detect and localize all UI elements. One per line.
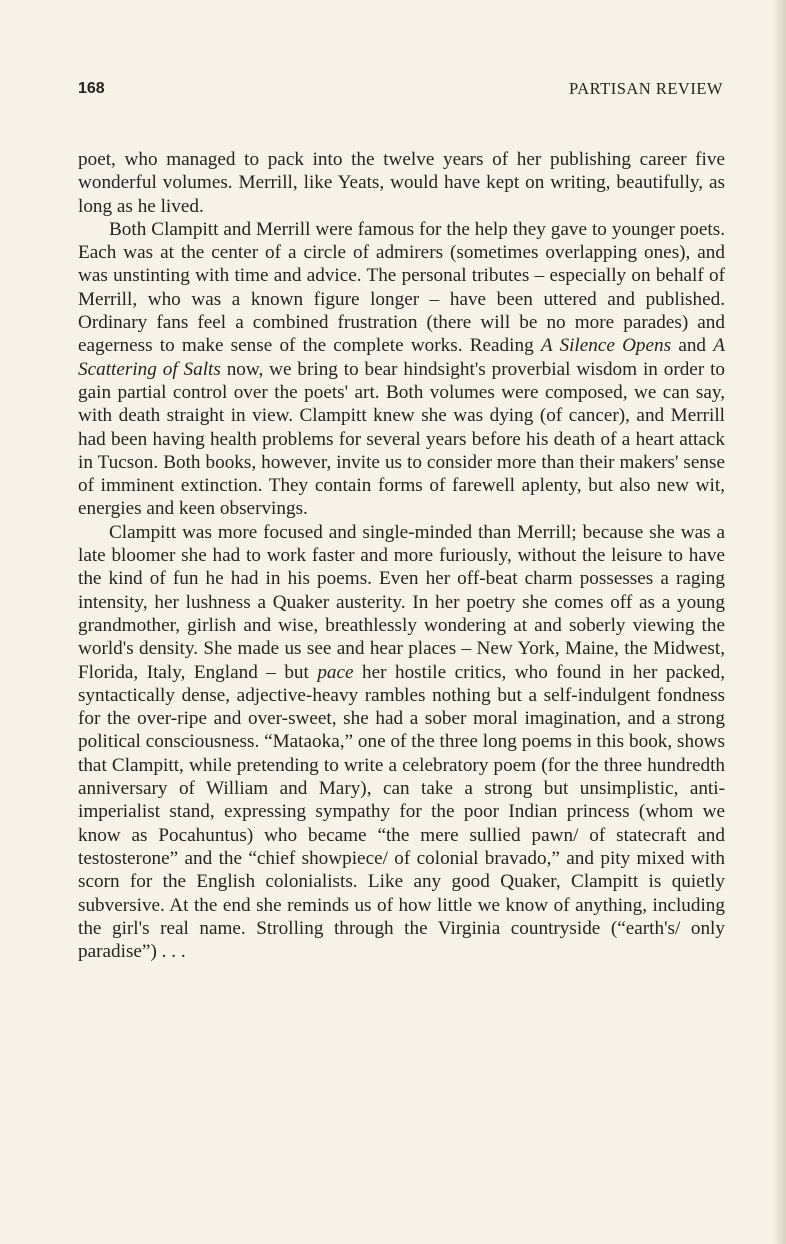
italic-title: pace <box>317 661 354 683</box>
page-header <box>78 78 723 100</box>
paragraph-text: now, we bring to bear hindsight's proverbial wisdom in order to gain partial control over the poets' art. Both volumes were composed, we can say, with death straight in view. Clampitt knew she was dying (of cancer), and Merrill had been having health problems for several years before his death of a heart attack in Tucson. Both books, however, invite us to consider more than their makers' sense of imminent extinction. They contain forms of farewell aplenty, but also new wit, energies and keen observings. <box>78 358 725 520</box>
body-paragraph <box>78 218 725 521</box>
paragraph-text: Both Clampitt and Merrill were famous for the help they gave to younger poets. Each was at the center of a circle of admirers (sometimes overlapping ones), and was unstinting with time and advice. The personal tributes – especially on behalf of Merrill, who was a known figure longer – have been uttered and published. Ordinary fans feel a combined frustration (there will be no more parades) and eagerness to make sense of the complete works. Reading <box>78 218 725 357</box>
paragraph-text: poet, who managed to pack into the twelve years of her publishing career five wonderful volumes. Merrill, like Yeats, would have kept on writing, beautifully, as long as he lived. <box>78 149 725 217</box>
paragraph-text: her hostile critics, who found in her packed, syntactically dense, adjective-heavy rambles nothing but a self-indulgent fondness for the over-ripe and over-sweet, she had a sober moral imagination, and a strong political consciousness. “Mataoka,” one of the three long poems in this book, shows that Clampitt, while pretending to write a celebratory poem (for the three hundredth anniversary of William and Mary), can take a strong but unsimplistic, anti-imperialist stand, expressing sympathy for the poor Indian princess (whom we know as Pocahuntus) who became “the mere sullied pawn/ of statecraft and testosterone” and the “chief showpiece/ of colonial bravado,” and pity mixed with scorn for the English colonialists. Like any good Quaker, Clampitt is quietly subversive. At the end she reminds us of how little we know of anything, including the girl's real name. Strolling through the Virginia countryside (“earth's/ only paradise”) . . . <box>78 661 725 963</box>
italic-title: A Silence Opens <box>540 335 672 357</box>
page-edge-shadow <box>772 0 786 1244</box>
body-paragraph <box>78 521 725 964</box>
italic-title: A Scattering of Salts <box>78 335 725 380</box>
article-body <box>78 148 725 963</box>
paragraph-text: Clampitt was more focused and single-minded than Merrill; because she was a late bloomer she had to work faster and more furiously, without the leisure to have the kind of fun he had in his poems. Even her off-beat charm possesses a raging intensity, her lushness a Quaker austerity. In her poetry she comes off as a young grandmother, girlish and wise, breathlessly wondering at and soberly viewing the world's density. She made us see and hear places – New York, Maine, the Midwest, Florida, Italy, England – but <box>78 521 725 683</box>
body-paragraph <box>78 148 725 218</box>
paragraph-text: and <box>671 335 714 357</box>
running-head: PARTISAN REVIEW <box>569 79 723 98</box>
page-number: 168 <box>78 80 105 97</box>
